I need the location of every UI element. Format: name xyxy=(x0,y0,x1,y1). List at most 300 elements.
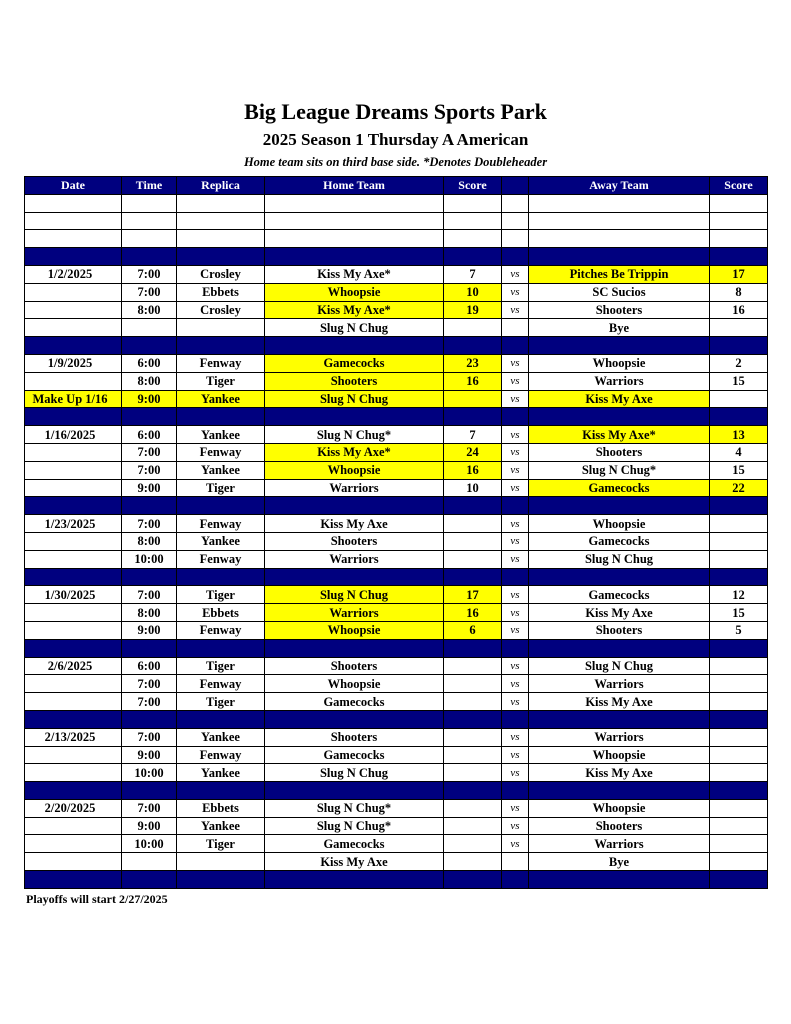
separator-cell xyxy=(444,871,502,889)
empty-cell xyxy=(529,194,710,212)
game-row xyxy=(25,372,768,390)
page-subtitle: 2025 Season 1 Thursday A American xyxy=(262,130,529,149)
separator-cell xyxy=(177,497,265,515)
separator-cell xyxy=(710,639,768,657)
home-score-cell: 17 xyxy=(444,586,502,604)
col-vs-header xyxy=(502,177,529,195)
game-row xyxy=(25,799,768,817)
separator-cell xyxy=(25,248,122,266)
week-separator xyxy=(25,337,768,355)
home-score-cell xyxy=(444,728,502,746)
home-score-cell xyxy=(444,657,502,675)
separator-cell xyxy=(710,710,768,728)
date-cell xyxy=(25,479,122,497)
empty-cell xyxy=(25,212,122,230)
time-cell: 6:00 xyxy=(122,426,177,444)
vs-cell: vs xyxy=(502,799,529,817)
col-away-team-header: Away Team xyxy=(529,177,710,195)
home-team-cell: Shooters xyxy=(265,657,444,675)
separator-cell xyxy=(529,871,710,889)
replica-cell: Fenway xyxy=(177,550,265,568)
home-team-cell: Kiss My Axe xyxy=(265,515,444,533)
away-score-cell xyxy=(710,693,768,711)
home-team-cell: Gamecocks xyxy=(265,354,444,372)
date-cell xyxy=(25,853,122,871)
game-row xyxy=(25,675,768,693)
time-cell: 7:00 xyxy=(122,283,177,301)
home-score-cell xyxy=(444,515,502,533)
game-row xyxy=(25,354,768,372)
vs-cell: vs xyxy=(502,265,529,283)
date-cell xyxy=(25,319,122,337)
separator-cell xyxy=(122,497,177,515)
away-score-cell: 22 xyxy=(710,479,768,497)
home-team-cell: Whoopsie xyxy=(265,675,444,693)
home-score-cell: 10 xyxy=(444,479,502,497)
replica-cell: Yankee xyxy=(177,426,265,444)
time-cell: 7:00 xyxy=(122,799,177,817)
vs-cell: vs xyxy=(502,390,529,408)
replica-cell: Fenway xyxy=(177,621,265,639)
time-cell: 9:00 xyxy=(122,479,177,497)
home-score-cell xyxy=(444,390,502,408)
schedule-body xyxy=(25,194,768,888)
separator-cell xyxy=(502,497,529,515)
home-team-cell: Slug N Chug xyxy=(265,390,444,408)
replica-cell: Tiger xyxy=(177,372,265,390)
home-team-cell: Whoopsie xyxy=(265,621,444,639)
blank-row xyxy=(25,194,768,212)
replica-cell: Yankee xyxy=(177,390,265,408)
home-team-cell: Slug N Chug* xyxy=(265,799,444,817)
away-score-cell xyxy=(710,817,768,835)
time-cell: 9:00 xyxy=(122,746,177,764)
vs-cell: vs xyxy=(502,479,529,497)
week-separator xyxy=(25,568,768,586)
separator-cell xyxy=(444,639,502,657)
replica-cell: Tiger xyxy=(177,657,265,675)
date-cell xyxy=(25,550,122,568)
separator-cell xyxy=(444,710,502,728)
time-cell: 7:00 xyxy=(122,693,177,711)
home-team-cell: Warriors xyxy=(265,604,444,622)
game-row xyxy=(25,746,768,764)
replica-cell: Fenway xyxy=(177,675,265,693)
date-cell xyxy=(25,835,122,853)
away-team-cell: Bye xyxy=(529,853,710,871)
separator-cell xyxy=(444,497,502,515)
game-row xyxy=(25,283,768,301)
empty-cell xyxy=(529,230,710,248)
home-score-cell xyxy=(444,799,502,817)
vs-cell: vs xyxy=(502,586,529,604)
away-score-cell: 5 xyxy=(710,621,768,639)
vs-cell xyxy=(502,319,529,337)
separator-cell xyxy=(529,639,710,657)
replica-cell: Yankee xyxy=(177,728,265,746)
away-team-cell: Shooters xyxy=(529,817,710,835)
empty-cell xyxy=(177,230,265,248)
date-cell xyxy=(25,301,122,319)
away-score-cell xyxy=(710,532,768,550)
bye-row xyxy=(25,319,768,337)
date-cell: 1/30/2025 xyxy=(25,586,122,604)
vs-cell: vs xyxy=(502,746,529,764)
home-team-cell: Kiss My Axe* xyxy=(265,265,444,283)
date-cell xyxy=(25,604,122,622)
date-cell xyxy=(25,675,122,693)
empty-cell xyxy=(710,194,768,212)
home-team-cell: Warriors xyxy=(265,479,444,497)
date-cell xyxy=(25,693,122,711)
away-team-cell: Shooters xyxy=(529,621,710,639)
separator-cell xyxy=(444,782,502,800)
col-away-score-header: Score xyxy=(710,177,768,195)
col-home-team-header: Home Team xyxy=(265,177,444,195)
time-cell: 7:00 xyxy=(122,461,177,479)
separator-cell xyxy=(444,337,502,355)
home-team-cell: Kiss My Axe* xyxy=(265,301,444,319)
separator-cell xyxy=(122,408,177,426)
empty-cell xyxy=(710,230,768,248)
time-cell: 8:00 xyxy=(122,532,177,550)
home-team-cell: Shooters xyxy=(265,532,444,550)
date-cell xyxy=(25,746,122,764)
separator-cell xyxy=(444,568,502,586)
date-cell: 1/16/2025 xyxy=(25,426,122,444)
col-time-header: Time xyxy=(122,177,177,195)
away-score-cell xyxy=(710,853,768,871)
date-cell: 2/6/2025 xyxy=(25,657,122,675)
vs-cell: vs xyxy=(502,461,529,479)
empty-cell xyxy=(122,194,177,212)
empty-cell xyxy=(710,212,768,230)
game-row xyxy=(25,515,768,533)
replica-cell: Yankee xyxy=(177,532,265,550)
away-score-cell: 2 xyxy=(710,354,768,372)
home-team-cell: Slug N Chug xyxy=(265,586,444,604)
home-score-cell: 7 xyxy=(444,426,502,444)
away-team-cell: Slug N Chug* xyxy=(529,461,710,479)
game-row xyxy=(25,657,768,675)
away-score-cell: 4 xyxy=(710,443,768,461)
away-score-cell xyxy=(710,675,768,693)
col-replica-header: Replica xyxy=(177,177,265,195)
away-team-cell: Kiss My Axe xyxy=(529,693,710,711)
home-score-cell: 24 xyxy=(444,443,502,461)
vs-cell: vs xyxy=(502,817,529,835)
game-row xyxy=(25,390,768,408)
home-team-cell: Kiss My Axe xyxy=(265,853,444,871)
home-score-cell xyxy=(444,817,502,835)
separator-cell xyxy=(502,568,529,586)
replica-cell: Crosley xyxy=(177,265,265,283)
separator-cell xyxy=(529,497,710,515)
away-score-cell xyxy=(710,764,768,782)
separator-cell xyxy=(177,639,265,657)
home-score-cell: 6 xyxy=(444,621,502,639)
game-row xyxy=(25,479,768,497)
separator-cell xyxy=(502,871,529,889)
home-score-cell: 7 xyxy=(444,265,502,283)
time-cell: 8:00 xyxy=(122,372,177,390)
home-score-cell xyxy=(444,319,502,337)
vs-cell: vs xyxy=(502,426,529,444)
date-cell xyxy=(25,817,122,835)
home-team-cell: Shooters xyxy=(265,372,444,390)
home-score-cell xyxy=(444,746,502,764)
away-team-cell: Gamecocks xyxy=(529,479,710,497)
home-score-cell xyxy=(444,550,502,568)
vs-cell: vs xyxy=(502,550,529,568)
date-cell xyxy=(25,532,122,550)
separator-cell xyxy=(710,408,768,426)
separator-cell xyxy=(25,639,122,657)
empty-cell xyxy=(444,194,502,212)
col-date-header: Date xyxy=(25,177,122,195)
separator-cell xyxy=(25,568,122,586)
separator-cell xyxy=(529,408,710,426)
vs-cell: vs xyxy=(502,283,529,301)
away-team-cell: Kiss My Axe xyxy=(529,764,710,782)
replica-cell xyxy=(177,853,265,871)
vs-cell: vs xyxy=(502,372,529,390)
home-score-cell xyxy=(444,835,502,853)
replica-cell: Ebbets xyxy=(177,604,265,622)
header-row xyxy=(25,177,768,195)
away-score-cell xyxy=(710,657,768,675)
away-score-cell xyxy=(710,550,768,568)
date-cell: Make Up 1/16 xyxy=(25,390,122,408)
separator-cell xyxy=(710,248,768,266)
separator-cell xyxy=(122,871,177,889)
separator-cell xyxy=(444,408,502,426)
separator-cell xyxy=(25,497,122,515)
date-cell xyxy=(25,461,122,479)
replica-cell: Yankee xyxy=(177,817,265,835)
time-cell: 7:00 xyxy=(122,515,177,533)
separator-cell xyxy=(122,710,177,728)
away-score-cell: 8 xyxy=(710,283,768,301)
time-cell: 7:00 xyxy=(122,265,177,283)
date-cell xyxy=(25,283,122,301)
home-score-cell: 16 xyxy=(444,372,502,390)
replica-cell: Fenway xyxy=(177,746,265,764)
separator-cell xyxy=(177,248,265,266)
separator-cell xyxy=(265,408,444,426)
vs-cell: vs xyxy=(502,621,529,639)
empty-cell xyxy=(25,194,122,212)
empty-cell xyxy=(502,212,529,230)
separator-cell xyxy=(265,710,444,728)
separator-cell xyxy=(502,639,529,657)
separator-cell xyxy=(122,782,177,800)
time-cell: 10:00 xyxy=(122,550,177,568)
replica-cell: Ebbets xyxy=(177,283,265,301)
vs-cell: vs xyxy=(502,354,529,372)
schedule-table xyxy=(24,176,768,889)
away-team-cell: Shooters xyxy=(529,443,710,461)
blank-row xyxy=(25,212,768,230)
away-team-cell: Gamecocks xyxy=(529,586,710,604)
separator-cell xyxy=(502,782,529,800)
header-note: Home team sits on third base side. *Denotes Doubleheader xyxy=(243,155,548,169)
time-cell xyxy=(122,319,177,337)
away-score-cell: 17 xyxy=(710,265,768,283)
separator-cell xyxy=(122,337,177,355)
away-team-cell: Gamecocks xyxy=(529,532,710,550)
time-cell: 10:00 xyxy=(122,835,177,853)
game-row xyxy=(25,550,768,568)
separator-cell xyxy=(710,871,768,889)
away-team-cell: Whoopsie xyxy=(529,354,710,372)
away-score-cell xyxy=(710,799,768,817)
vs-cell: vs xyxy=(502,764,529,782)
vs-cell: vs xyxy=(502,693,529,711)
date-cell: 2/20/2025 xyxy=(25,799,122,817)
empty-cell xyxy=(444,212,502,230)
separator-cell xyxy=(529,710,710,728)
time-cell: 6:00 xyxy=(122,354,177,372)
separator-cell xyxy=(25,337,122,355)
separator-cell xyxy=(265,337,444,355)
date-cell xyxy=(25,372,122,390)
page-title: Big League Dreams Sports Park xyxy=(244,99,547,124)
time-cell: 7:00 xyxy=(122,443,177,461)
home-team-cell: Gamecocks xyxy=(265,835,444,853)
vs-cell: vs xyxy=(502,532,529,550)
separator-cell xyxy=(529,248,710,266)
away-team-cell: Pitches Be Trippin xyxy=(529,265,710,283)
game-row xyxy=(25,693,768,711)
away-team-cell: Bye xyxy=(529,319,710,337)
away-team-cell: Kiss My Axe* xyxy=(529,426,710,444)
separator-cell xyxy=(177,782,265,800)
away-score-cell: 15 xyxy=(710,604,768,622)
time-cell: 9:00 xyxy=(122,390,177,408)
away-team-cell: Warriors xyxy=(529,372,710,390)
home-team-cell: Gamecocks xyxy=(265,693,444,711)
home-team-cell: Slug N Chug* xyxy=(265,817,444,835)
away-score-cell: 15 xyxy=(710,461,768,479)
vs-cell: vs xyxy=(502,657,529,675)
home-score-cell xyxy=(444,853,502,871)
away-team-cell: Whoopsie xyxy=(529,799,710,817)
game-row xyxy=(25,817,768,835)
vs-cell: vs xyxy=(502,728,529,746)
separator-cell xyxy=(710,337,768,355)
away-team-cell: Kiss My Axe xyxy=(529,604,710,622)
week-separator xyxy=(25,639,768,657)
away-team-cell: Warriors xyxy=(529,728,710,746)
separator-cell xyxy=(25,871,122,889)
separator-cell xyxy=(25,782,122,800)
home-team-cell: Whoopsie xyxy=(265,461,444,479)
away-team-cell: Kiss My Axe xyxy=(529,390,710,408)
bye-row xyxy=(25,853,768,871)
time-cell: 8:00 xyxy=(122,301,177,319)
vs-cell: vs xyxy=(502,835,529,853)
time-cell: 10:00 xyxy=(122,764,177,782)
separator-cell xyxy=(502,710,529,728)
replica-cell: Tiger xyxy=(177,835,265,853)
replica-cell: Fenway xyxy=(177,515,265,533)
separator-cell xyxy=(710,782,768,800)
game-row xyxy=(25,443,768,461)
game-row xyxy=(25,426,768,444)
empty-cell xyxy=(177,194,265,212)
vs-cell: vs xyxy=(502,604,529,622)
week-separator xyxy=(25,871,768,889)
separator-cell xyxy=(265,568,444,586)
away-team-cell: Slug N Chug xyxy=(529,657,710,675)
game-row xyxy=(25,835,768,853)
home-score-cell: 10 xyxy=(444,283,502,301)
away-score-cell: 13 xyxy=(710,426,768,444)
separator-cell xyxy=(177,337,265,355)
away-score-cell: 15 xyxy=(710,372,768,390)
replica-cell: Yankee xyxy=(177,461,265,479)
time-cell: 7:00 xyxy=(122,675,177,693)
home-team-cell: Warriors xyxy=(265,550,444,568)
game-row xyxy=(25,532,768,550)
game-row xyxy=(25,604,768,622)
home-score-cell: 19 xyxy=(444,301,502,319)
date-cell xyxy=(25,443,122,461)
week-separator xyxy=(25,497,768,515)
separator-cell xyxy=(502,337,529,355)
home-score-cell xyxy=(444,693,502,711)
week-separator xyxy=(25,248,768,266)
away-team-cell: Shooters xyxy=(529,301,710,319)
separator-cell xyxy=(177,568,265,586)
week-separator xyxy=(25,710,768,728)
home-team-cell: Shooters xyxy=(265,728,444,746)
away-score-cell xyxy=(710,515,768,533)
footer-note: Playoffs will start 2/27/2025 xyxy=(26,892,168,906)
vs-cell: vs xyxy=(502,301,529,319)
separator-cell xyxy=(25,408,122,426)
replica-cell: Fenway xyxy=(177,443,265,461)
vs-cell xyxy=(502,853,529,871)
empty-cell xyxy=(502,194,529,212)
separator-cell xyxy=(710,568,768,586)
away-score-cell xyxy=(710,835,768,853)
time-cell: 7:00 xyxy=(122,728,177,746)
empty-cell xyxy=(265,194,444,212)
home-team-cell: Slug N Chug* xyxy=(265,426,444,444)
separator-cell xyxy=(710,497,768,515)
game-row xyxy=(25,301,768,319)
separator-cell xyxy=(122,639,177,657)
week-separator xyxy=(25,782,768,800)
vs-cell: vs xyxy=(502,515,529,533)
time-cell: 9:00 xyxy=(122,817,177,835)
col-home-score-header: Score xyxy=(444,177,502,195)
separator-cell xyxy=(529,782,710,800)
home-score-cell xyxy=(444,532,502,550)
empty-cell xyxy=(122,212,177,230)
home-score-cell: 16 xyxy=(444,461,502,479)
empty-cell xyxy=(529,212,710,230)
separator-cell xyxy=(122,568,177,586)
separator-cell xyxy=(502,248,529,266)
date-cell xyxy=(25,764,122,782)
empty-cell xyxy=(265,212,444,230)
away-team-cell: Whoopsie xyxy=(529,515,710,533)
home-team-cell: Kiss My Axe* xyxy=(265,443,444,461)
time-cell: 9:00 xyxy=(122,621,177,639)
